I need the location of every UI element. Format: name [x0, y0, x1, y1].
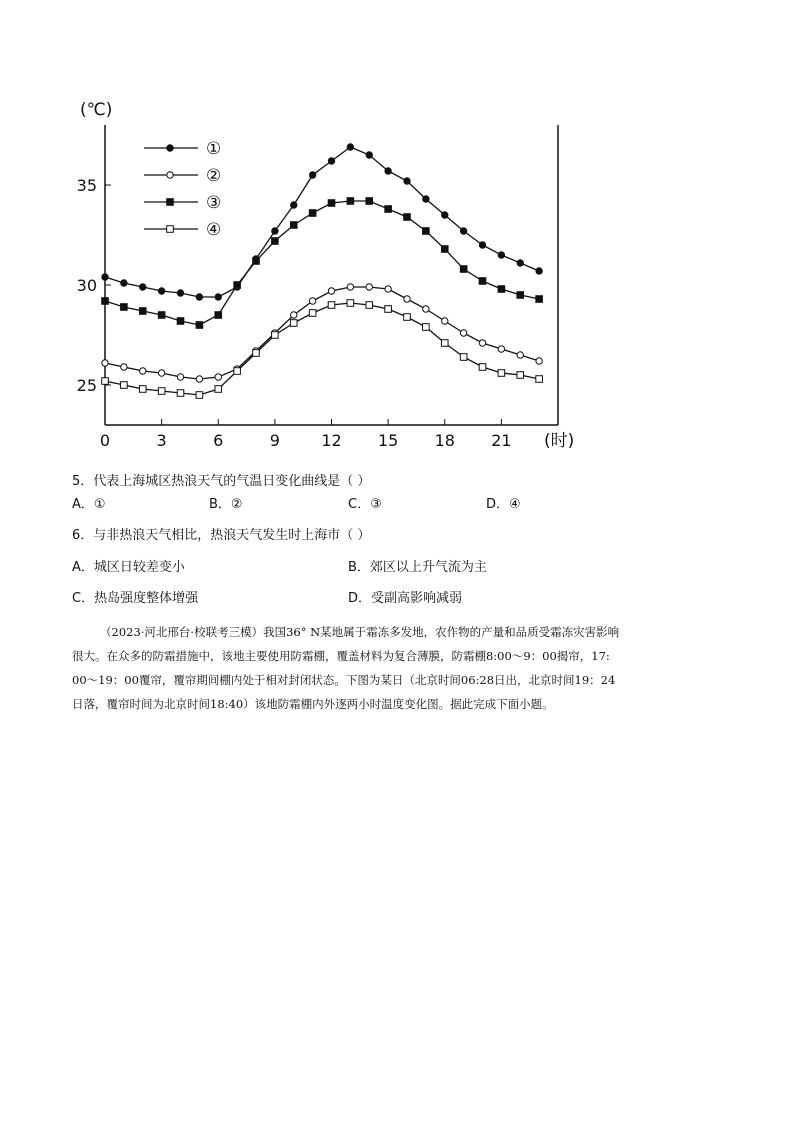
data-point	[385, 286, 391, 292]
data-point	[309, 310, 316, 317]
q5-option-a[interactable]: A．①	[72, 497, 106, 512]
data-point	[102, 360, 108, 366]
data-point	[404, 214, 411, 221]
data-point	[272, 332, 279, 339]
x-tick-label: 21	[491, 431, 512, 450]
x-tick-label: 12	[321, 431, 342, 450]
y-tick-label: 35	[76, 176, 97, 195]
legend-label: ③	[206, 193, 222, 213]
data-point	[441, 340, 448, 347]
q6-option-a[interactable]: A．城区日较差变小	[72, 560, 185, 575]
data-point	[121, 304, 128, 311]
series-line-4	[105, 303, 539, 395]
data-point	[215, 294, 221, 300]
q5-option-b[interactable]: B．②	[209, 497, 243, 512]
passage-line-4: 日落，覆帘时间为北京时间18:40）该地防霜棚内外逐两小时温度变化图。据此完成下面小题。	[72, 697, 554, 711]
data-point	[290, 320, 297, 327]
data-point	[423, 196, 429, 202]
data-point	[460, 228, 466, 234]
series-line-2	[105, 287, 539, 379]
data-point	[460, 354, 467, 361]
temperature-line-chart	[60, 90, 620, 460]
data-point	[196, 322, 203, 329]
data-point	[309, 172, 315, 178]
data-point	[347, 198, 354, 205]
data-point	[177, 318, 184, 325]
data-point	[328, 158, 334, 164]
data-point	[536, 296, 543, 303]
data-point	[102, 274, 108, 280]
passage-line-1: （2023·河北邢台·校联考三模）我国36° N某地属于霜冻多发地，农作物的产量和品质受霜冻灾害影响	[100, 625, 620, 639]
data-point	[366, 302, 373, 309]
data-point	[121, 382, 128, 389]
data-point	[196, 392, 203, 399]
data-point	[423, 306, 429, 312]
data-point	[290, 222, 297, 229]
legend-label: ②	[206, 166, 222, 186]
data-point	[479, 278, 486, 285]
data-point	[536, 268, 542, 274]
data-point	[404, 296, 410, 302]
data-point	[498, 286, 505, 293]
question-6-stem: 6．与非热浪天气相比，热浪天气发生时上海市（ ）	[72, 528, 371, 543]
data-point	[234, 282, 241, 289]
data-point	[177, 290, 183, 296]
data-point	[366, 284, 372, 290]
y-tick-label: 25	[76, 376, 97, 395]
data-point	[158, 388, 165, 395]
data-point	[479, 242, 485, 248]
data-point	[441, 246, 448, 253]
data-point	[139, 386, 146, 393]
data-point	[423, 228, 430, 235]
data-point	[158, 312, 165, 319]
data-point	[253, 258, 260, 265]
y-tick-label: 30	[76, 276, 97, 295]
question-5-stem: 5．代表上海城区热浪天气的气温日变化曲线是（ ）	[72, 474, 371, 489]
data-point	[536, 358, 542, 364]
data-point	[167, 172, 173, 178]
data-point	[479, 340, 485, 346]
data-point	[347, 284, 353, 290]
data-point	[328, 288, 334, 294]
data-point	[139, 308, 146, 315]
x-tick-label: 0	[99, 431, 111, 450]
series-line-3	[105, 201, 539, 325]
data-point	[479, 364, 486, 371]
data-point	[140, 284, 146, 290]
x-unit-label: (时)	[544, 431, 575, 451]
data-point	[498, 370, 505, 377]
q5-option-d[interactable]: D．④	[486, 497, 521, 512]
data-point	[442, 318, 448, 324]
data-point	[167, 145, 173, 151]
data-point	[121, 364, 127, 370]
q6-option-b[interactable]: B．郊区以上升气流为主	[348, 560, 487, 575]
data-point	[291, 202, 297, 208]
data-point	[196, 294, 202, 300]
data-point	[121, 280, 127, 286]
x-tick-label: 15	[377, 431, 399, 450]
x-tick-label: 6	[213, 431, 224, 450]
legend-label: ①	[206, 139, 222, 159]
data-point	[309, 298, 315, 304]
data-point	[517, 260, 523, 266]
data-point	[404, 178, 410, 184]
data-point	[158, 288, 164, 294]
passage-line-2: 很大。在众多的防霜措施中，该地主要使用防霜棚，覆盖材料为复合薄膜，防霜棚8:00～9：00揭帘，17:	[72, 649, 610, 663]
x-tick-label: 9	[269, 431, 280, 450]
data-point	[234, 368, 241, 375]
data-point	[328, 200, 335, 207]
data-point	[167, 226, 174, 233]
passage-line-3: 00～19：00覆帘，覆帘期间棚内处于相对封闭状态。下图为某日（北京时间06:28日出，北京时间19：24	[72, 673, 616, 687]
data-point	[215, 386, 222, 393]
reading-passage	[72, 620, 732, 716]
data-point	[215, 312, 222, 319]
data-point	[196, 376, 202, 382]
data-point	[517, 352, 523, 358]
data-point	[366, 152, 372, 158]
data-point	[291, 312, 297, 318]
data-point	[215, 374, 221, 380]
q6-option-d[interactable]: D．受副高影响减弱	[348, 591, 463, 606]
data-point	[102, 378, 109, 385]
data-point	[102, 298, 109, 305]
legend-label: ④	[206, 220, 222, 240]
data-point	[385, 168, 391, 174]
q5-option-c[interactable]: C．③	[348, 497, 382, 512]
data-point	[460, 266, 467, 273]
data-point	[272, 238, 279, 245]
legend	[144, 139, 221, 240]
data-point	[140, 368, 146, 374]
series-line-1	[105, 147, 539, 297]
data-point	[517, 292, 524, 299]
data-point	[517, 372, 524, 379]
x-tick-label: 3	[156, 431, 167, 450]
data-point	[158, 370, 164, 376]
data-point	[253, 350, 260, 357]
q6-option-c[interactable]: C．热岛强度整体增强	[72, 591, 199, 606]
data-point	[328, 302, 335, 309]
data-point	[167, 199, 174, 206]
data-point	[272, 228, 278, 234]
data-point	[385, 306, 392, 313]
data-point	[498, 252, 504, 258]
data-point	[460, 330, 466, 336]
data-point	[404, 314, 411, 321]
data-point	[347, 144, 353, 150]
data-point	[423, 324, 430, 331]
x-tick-label: 18	[434, 431, 455, 450]
data-point	[177, 374, 183, 380]
data-point	[177, 390, 184, 397]
y-unit-label: (℃)	[80, 100, 113, 120]
series-group	[102, 144, 543, 399]
data-point	[442, 212, 448, 218]
data-point	[536, 376, 543, 383]
data-point	[347, 300, 354, 307]
data-point	[385, 206, 392, 213]
data-point	[366, 198, 373, 205]
data-point	[309, 210, 316, 217]
x-tick-group	[100, 419, 512, 450]
data-point	[498, 346, 504, 352]
